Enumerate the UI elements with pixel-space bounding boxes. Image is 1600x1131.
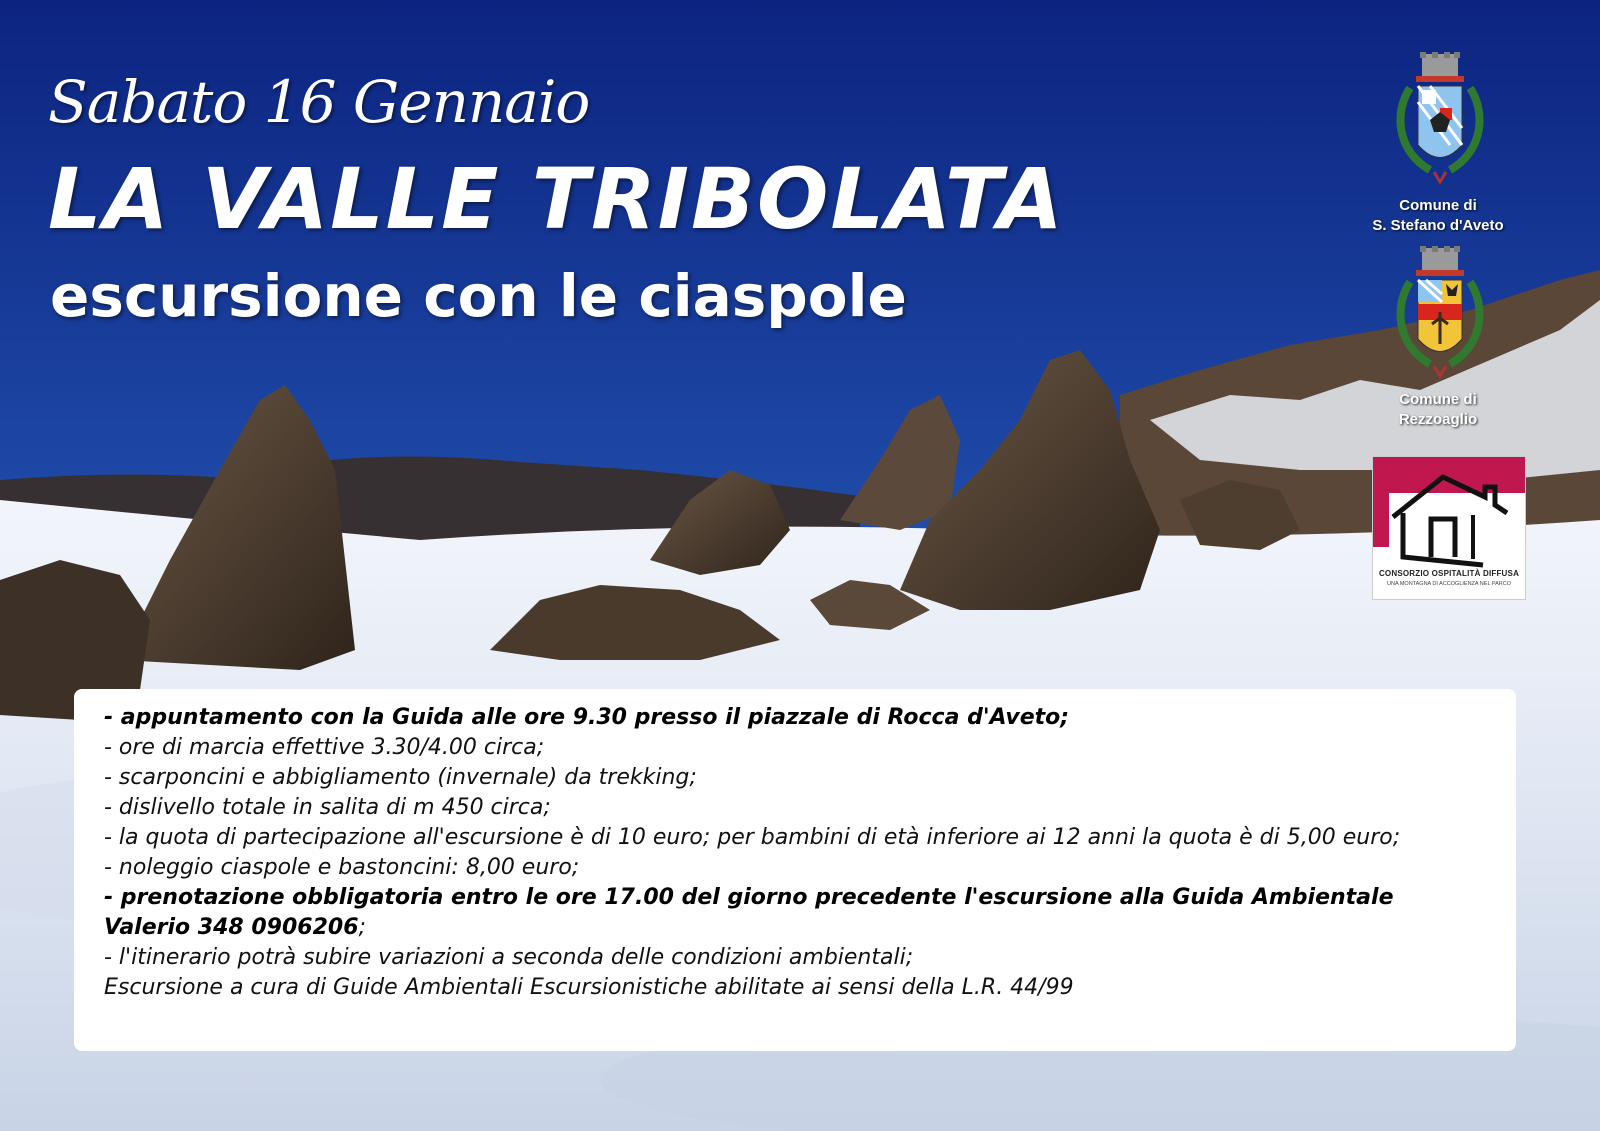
crest2-label [1348,390,1528,430]
crest2-label-line1: Comune di [1399,391,1477,408]
crest1-label [1348,196,1528,236]
house-logo-icon [1373,457,1525,569]
info-rental: - noleggio ciaspole e bastoncini: 8,00 euro; [104,855,580,880]
crest1-label-line2: S. Stefano d'Aveto [1372,217,1504,234]
consorzio-name: CONSORZIO OSPITALITÀ DIFFUSA [1378,569,1520,578]
event-date: Sabato 16 Gennaio [48,68,590,136]
info-duration: - ore di marcia effettive 3.30/4.00 circa; [104,735,545,760]
info-box [74,689,1516,1051]
info-price: - la quota di partecipazione all'escursione è di 10 euro; per bambini di età inferiore ai 12 anni la quota è di 5,00 euro; [104,825,1401,850]
consorzio-logo [1372,456,1526,600]
info-meeting: - appuntamento con la Guida alle ore 9.30 presso il piazzale di Rocca d'Aveto; [104,705,1070,730]
info-elevation: - dislivello totale in salita di m 450 circa; [104,795,551,820]
info-booking-end: ; [358,915,366,940]
crest2-label-line2: Rezzoaglio [1398,411,1478,428]
event-subtitle: escursione con le ciaspole [50,262,907,330]
consorzio-tagline: UNA MONTAGNA DI ACCOGLIENZA NEL PARCO [1387,581,1511,587]
info-gear: - scarponcini e abbigliamento (invernale) da trekking; [104,765,697,790]
rezzoaglio-crest-icon [1390,244,1490,384]
info-booking-text: - prenotazione obbligatoria entro le ore 17.00 del giorno precedente l'escursione alla Guida Ambientale Valerio 348 0906206 [104,885,1394,940]
event-title: LA VALLE TRIBOLATA [48,150,1065,248]
info-itinerary: - l'itinerario potrà subire variazioni a seconda delle condizioni ambientali; [104,945,914,970]
santo-stefano-crest-icon [1390,50,1490,190]
info-guides: Escursione a cura di Guide Ambientali Escursionistiche abilitate ai sensi della L.R. 44/99 [104,975,1074,1000]
info-booking [104,883,1456,943]
crest1-label-line1: Comune di [1399,197,1477,214]
